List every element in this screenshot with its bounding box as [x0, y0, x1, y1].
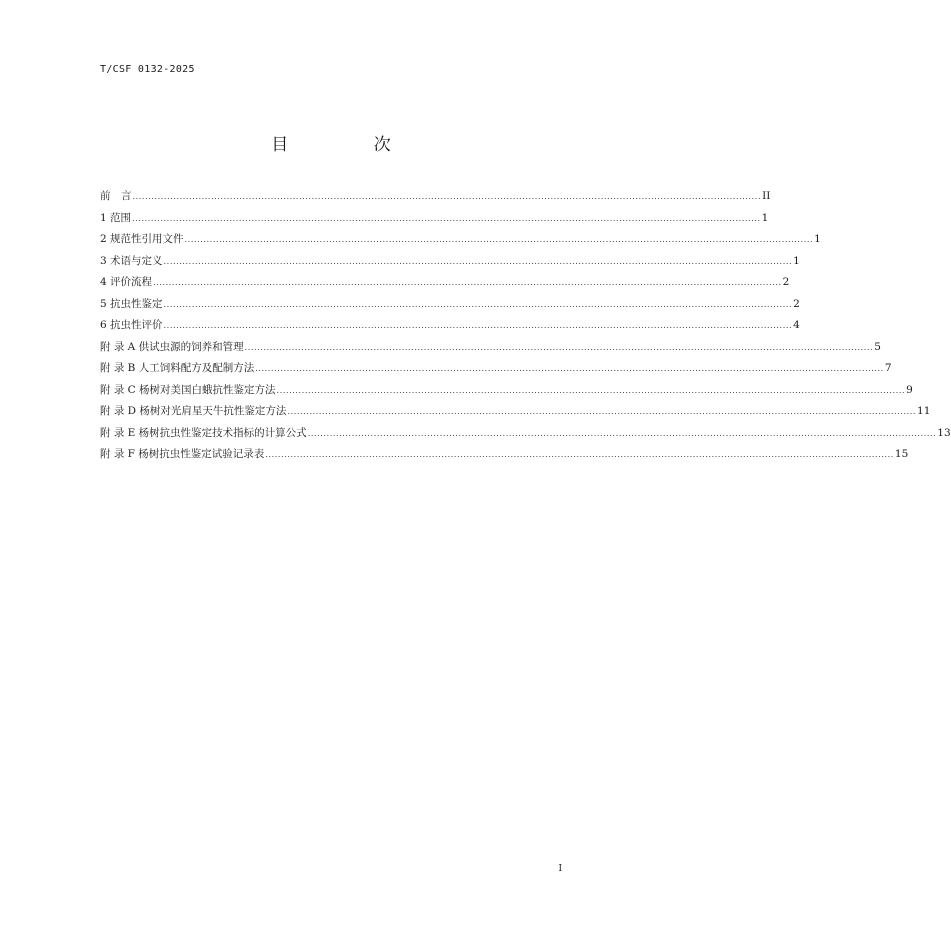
- toc-entry-page: 13: [937, 426, 951, 439]
- toc-leader-dots: ........................................................................................................................................................................................................: [255, 364, 884, 373]
- toc-entry-label: 附 录 C 杨树对美国白蛾抗性鉴定方法: [100, 383, 276, 396]
- toc-entry-page: 9: [906, 383, 913, 396]
- page-number: I: [558, 864, 562, 874]
- toc-entry-foreword[interactable]: [100, 186, 771, 208]
- toc-entry-page: 4: [793, 319, 800, 331]
- toc-entry-label: 附 录 B 人工饲料配方及配制方法: [100, 362, 255, 374]
- toc-entry-label: 5 抗虫性鉴定: [100, 297, 163, 310]
- toc-leader-dots: ........................................................................................................................................................................................................: [132, 192, 762, 201]
- toc-entry-appendix-c[interactable]: [100, 380, 913, 402]
- toc-entry-appendix-d[interactable]: [100, 401, 931, 423]
- toc-leader-dots: ........................................................................................................................................................................................................: [153, 278, 782, 287]
- toc-entry-scope[interactable]: [100, 208, 769, 230]
- toc-entry-label: 4 评价流程: [100, 276, 153, 288]
- toc-entry-evaluation-process[interactable]: [100, 272, 790, 294]
- toc-leader-dots: ........................................................................................................................................................................................................: [163, 321, 793, 330]
- toc-entry-page: 2: [782, 276, 790, 288]
- toc-leader-dots: ........................................................................................................................................................................................................: [163, 256, 793, 266]
- toc-entry-label: 3 术语与定义: [100, 254, 163, 267]
- toc-leader-dots: ........................................................................................................................................................................................................: [184, 235, 814, 244]
- toc-entry-page: 1: [814, 233, 821, 245]
- toc-entry-label: 6 抗虫性评价: [100, 319, 163, 331]
- toc-entry-appendix-e[interactable]: [100, 423, 951, 445]
- toc-entry-page: 1: [793, 254, 800, 267]
- toc-entry-appendix-f[interactable]: [100, 444, 909, 466]
- toc-entry-label: 2 规范性引用文件: [100, 233, 184, 245]
- table-of-contents: [100, 186, 951, 466]
- toc-entry-page: 2: [793, 297, 800, 310]
- toc-entry-terms-definitions[interactable]: [100, 251, 800, 273]
- toc-entry-page: 15: [894, 448, 909, 460]
- toc-entry-label: 附 录 A 供试虫源的饲养和管理: [100, 340, 244, 353]
- toc-entry-resistance-evaluation[interactable]: [100, 315, 800, 337]
- toc-entry-page: 11: [917, 405, 931, 417]
- toc-entry-resistance-identification[interactable]: [100, 294, 800, 316]
- toc-entry-label: 附 录 F 杨树抗虫性鉴定试验记录表: [100, 448, 265, 460]
- toc-entry-normative-references[interactable]: [100, 229, 821, 251]
- toc-entry-label: 附 录 E 杨树抗虫性鉴定技术指标的计算公式: [100, 426, 307, 439]
- standard-code: T/CSF 0132-2025: [100, 64, 195, 75]
- toc-leader-dots: ........................................................................................................................................................................................................: [276, 385, 906, 395]
- toc-leader-dots: ........................................................................................................................................................................................................: [132, 213, 761, 223]
- toc-entry-label: 1 范围: [100, 211, 132, 224]
- page-title: 目 次: [271, 135, 431, 155]
- toc-entry-page: II: [762, 190, 771, 202]
- toc-leader-dots: ........................................................................................................................................................................................................: [307, 428, 937, 438]
- toc-entry-page: 1: [761, 211, 769, 224]
- toc-leader-dots: ........................................................................................................................................................................................................: [265, 450, 894, 459]
- toc-entry-label: 附 录 D 杨树对光肩星天牛抗性鉴定方法: [100, 405, 287, 417]
- toc-leader-dots: ........................................................................................................................................................................................................: [287, 407, 917, 416]
- toc-entry-page: 5: [874, 340, 881, 353]
- toc-leader-dots: ........................................................................................................................................................................................................: [163, 299, 793, 309]
- toc-entry-appendix-a[interactable]: [100, 337, 881, 359]
- toc-leader-dots: ........................................................................................................................................................................................................: [244, 342, 874, 352]
- toc-entry-appendix-b[interactable]: [100, 358, 892, 380]
- toc-entry-label: 前 言: [100, 190, 132, 202]
- toc-entry-page: 7: [884, 362, 892, 374]
